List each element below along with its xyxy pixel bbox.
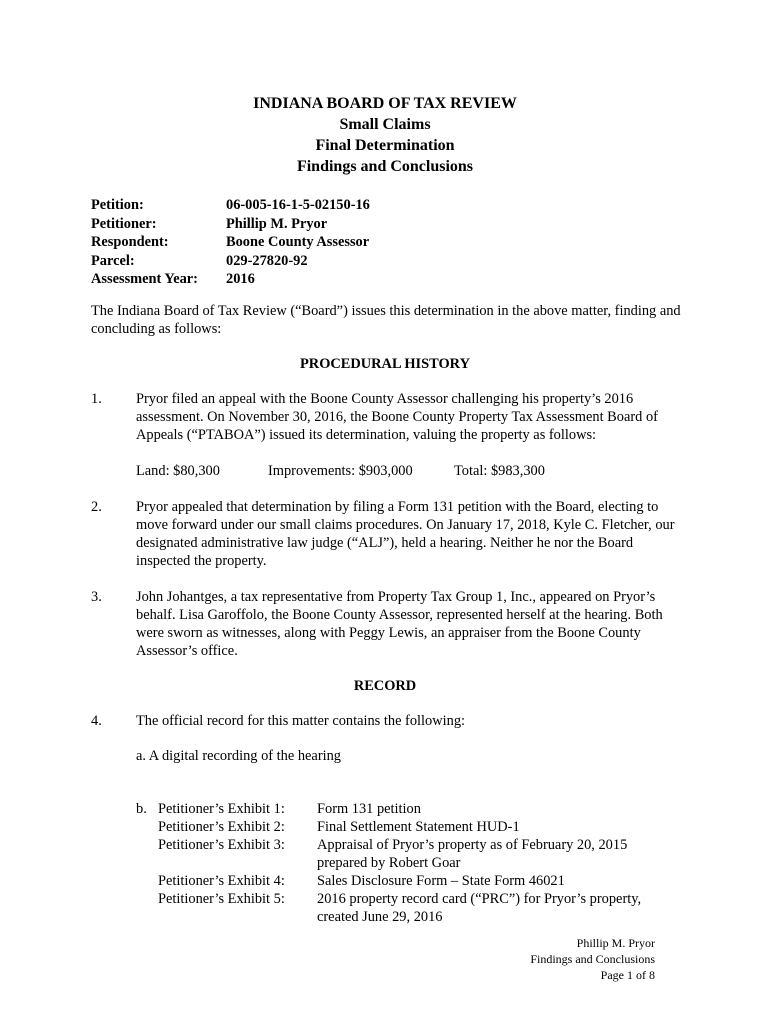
document-type: Findings and Conclusions <box>296 158 474 175</box>
paragraph-2: 2. Pryor appealed that determination by filing a Form 131 petition with the Board, electing to move forward under our small claims procedures. On January 17, 2018, Kyle C. Fletcher, our designated administrative law judge (“ALJ”), held a hearing. Neither he nor the Board inspected the property. <box>91 499 675 569</box>
document-heading <box>0 93 770 177</box>
paragraph-4: 4. The official record for this matter contains the following: <box>91 713 466 729</box>
improvements-value: Improvements: $903,000 <box>268 463 413 479</box>
footer-petitioner: Phillip M. Pryor <box>576 936 655 950</box>
paragraph-1: 1. Pryor filed an appeal with the Boone County Assessor challenging his property’s 2016 assessment. On November 30, 2016, the Boone County Property Tax Assessment Board of Appeals (“PTABOA”) issued its determination, valuing the property as follows: <box>91 391 658 443</box>
exhibit-list <box>136 800 677 926</box>
record-item-a: a. A digital recording of the hearing <box>136 748 342 764</box>
land-value: Land: $80,300 <box>136 463 220 479</box>
meta-row-petition: Petition: 06-005-16-1-5-02150-16 <box>91 197 370 213</box>
paragraph-3: 3. John Johantges, a tax representative from Property Tax Group 1, Inc., appeared on Pryor’s behalf. Lisa Garoffolo, the Boone County Assessor, represented herself at the hearing. Both were sworn as witnesses, along with Peggy Lewis, an appraiser from the Boone County Assessor’s office. <box>91 589 663 659</box>
intro-paragraph: The Indiana Board of Tax Review (“Board”) issues this determination in the above matter, finding and concluding as follows: <box>91 303 681 337</box>
exhibit-row: Petitioner’s Exhibit 5: 2016 property record card (“PRC”) for Pryor’s property, created June 29, 2016 <box>158 891 642 925</box>
exhibit-row: b. Petitioner’s Exhibit 1: Form 131 petition <box>136 801 421 817</box>
page-footer <box>530 935 655 983</box>
claim-type: Small Claims <box>339 116 431 133</box>
exhibit-row: Petitioner’s Exhibit 3: Appraisal of Pryor’s property as of February 20, 2015 prepared by Robert Goar <box>158 837 628 871</box>
footer-doc-type: Findings and Conclusions <box>530 952 655 966</box>
board-name: INDIANA BOARD OF TAX REVIEW <box>253 95 517 112</box>
exhibit-row: Petitioner’s Exhibit 4: Sales Disclosure Form – State Form 46021 <box>158 873 565 889</box>
exhibit-row: Petitioner’s Exhibit 2: Final Settlement Statement HUD-1 <box>158 819 520 835</box>
meta-row-parcel: Parcel: 029-27820-92 <box>91 252 308 269</box>
meta-row-assessment-year: Assessment Year: 2016 <box>91 271 255 288</box>
meta-row-petitioner: Petitioner: Phillip M. Pryor <box>91 215 328 232</box>
determination-type: Final Determination <box>315 137 455 154</box>
total-value: Total: $983,300 <box>454 463 545 479</box>
page-number: Page 1 of 8 <box>600 968 655 982</box>
assessment-values <box>136 462 545 480</box>
section-title-procedural-history: PROCEDURAL HISTORY <box>300 356 470 372</box>
case-metadata <box>91 196 370 289</box>
meta-row-respondent: Respondent: Boone County Assessor <box>91 234 370 251</box>
section-title-record: RECORD <box>353 678 417 694</box>
